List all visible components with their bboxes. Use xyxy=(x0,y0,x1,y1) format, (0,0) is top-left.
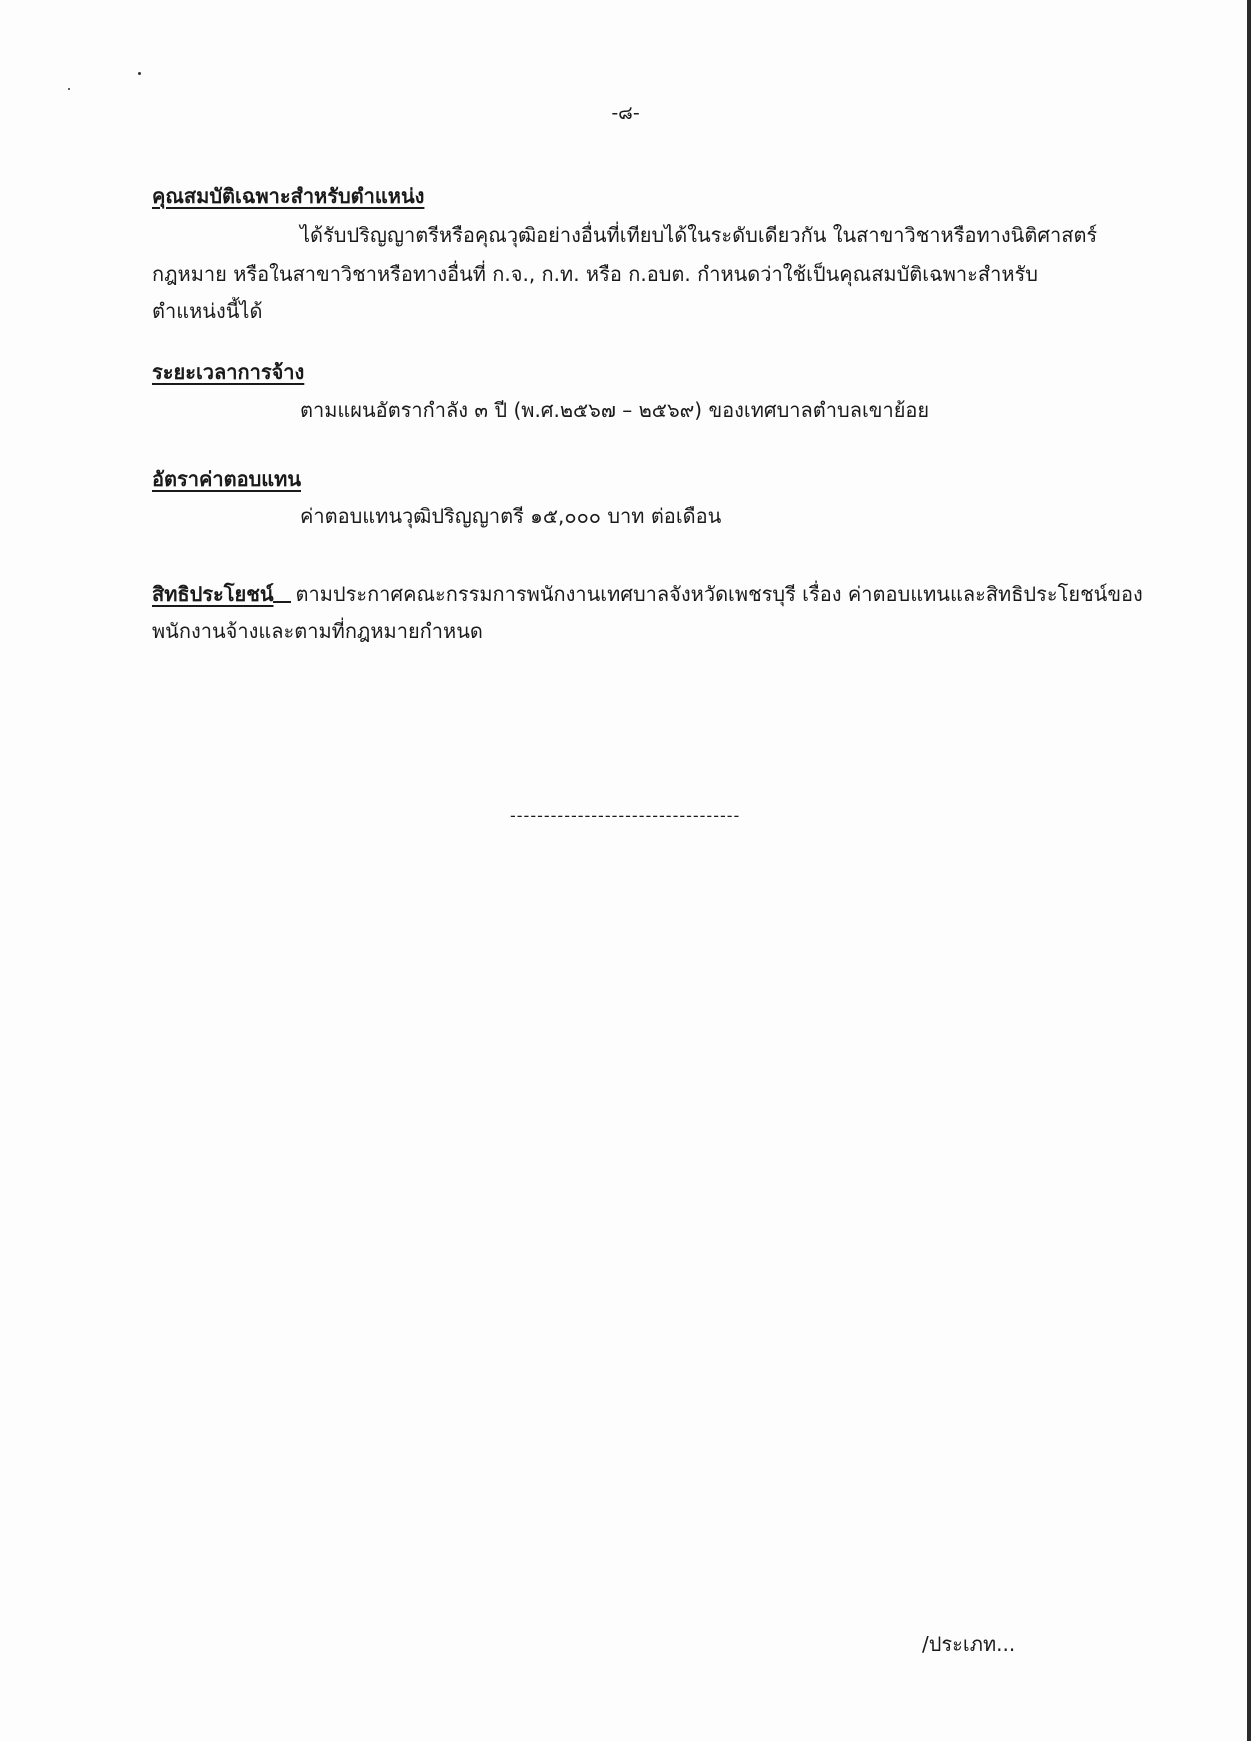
compensation-heading: อัตราค่าตอบแทน xyxy=(152,467,302,491)
employment-period-text: ตามแผนอัตรากำลัง ๓ ปี (พ.ศ.๒๕๖๗ – ๒๕๖๙) ของเทศบาลตำบลเขาย้อย xyxy=(300,398,930,422)
benefits-line-2: พนักงานจ้างและตามที่กฎหมายกำหนด xyxy=(152,619,483,643)
heading-underline-gap xyxy=(273,601,291,603)
section-divider: ---------------------------------- xyxy=(510,806,741,825)
qualification-line-2: กฎหมาย หรือในสาขาวิชาหรือทางอื่นที่ ก.จ., ก.ท. หรือ ก.อบต. กำหนดว่าใช้เป็นคุณสมบัติเฉพาะสำหรับ xyxy=(152,262,1038,286)
benefits-heading: สิทธิประโยชน์ xyxy=(152,582,274,606)
page-number: -๘- xyxy=(611,102,640,124)
continuation-note: /ประเภท... xyxy=(922,1632,1016,1656)
benefits-text: ตามประกาศคณะกรรมการพนักงานเทศบาลจังหวัดเพชรบุรี เรื่อง ค่าตอบแทนและสิทธิประโยชน์ของ xyxy=(295,582,1143,606)
qualification-heading: คุณสมบัติเฉพาะสำหรับตำแหน่ง xyxy=(152,184,425,208)
scan-speck xyxy=(68,88,70,90)
qualification-line-3: ตำแหน่งนี้ได้ xyxy=(152,299,263,323)
employment-period-heading: ระยะเวลาการจ้าง xyxy=(152,360,305,384)
benefits-line-1 xyxy=(152,578,1143,610)
scan-speck xyxy=(138,72,141,75)
compensation-text: ค่าตอบแทนวุฒิปริญญาตรี ๑๕,๐๐๐ บาท ต่อเดือน xyxy=(300,504,722,528)
qualification-line-1: ได้รับปริญญาตรีหรือคุณวุฒิอย่างอื่นที่เทียบได้ในระดับเดียวกัน ในสาขาวิชาหรือทางนิติศาสตร์ xyxy=(300,223,1098,247)
scan-edge xyxy=(1247,0,1251,1741)
